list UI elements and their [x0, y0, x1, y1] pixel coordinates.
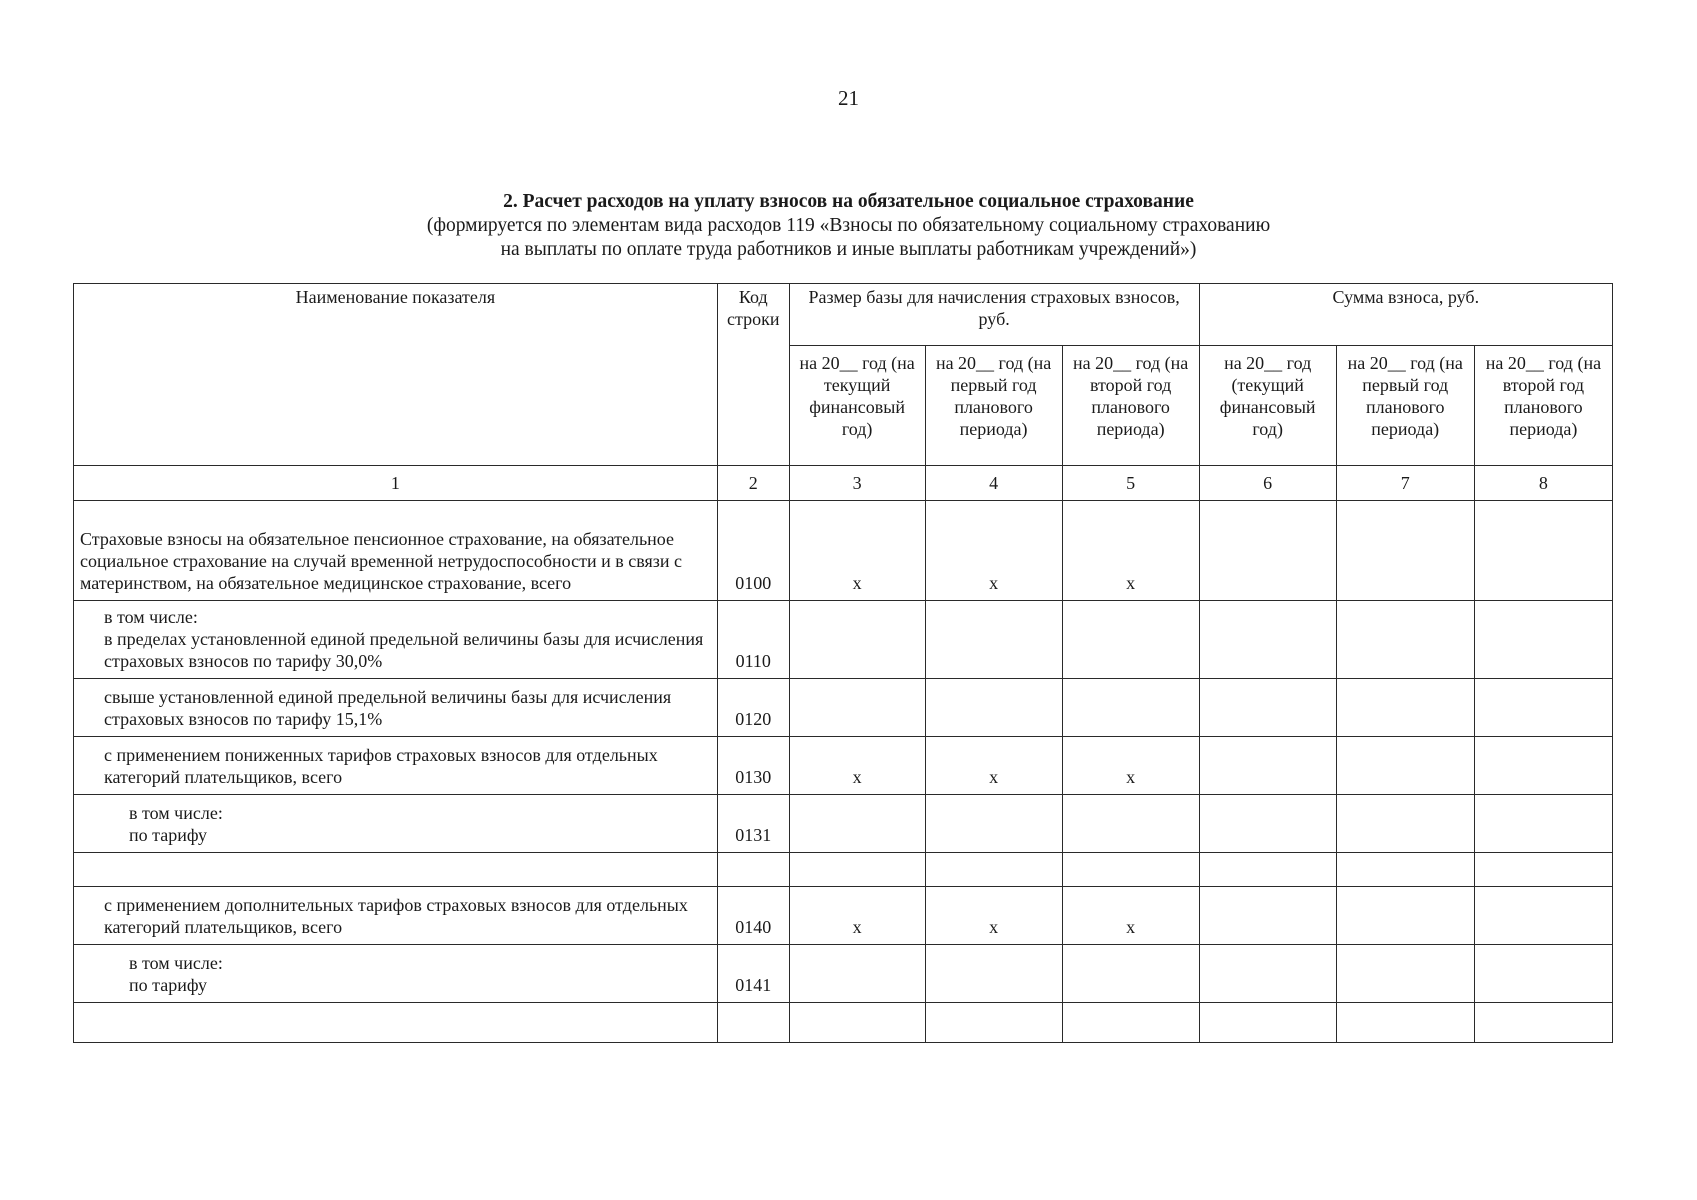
sum-cell: [1474, 501, 1612, 601]
sum-cell: [1199, 795, 1336, 853]
row-code: 0140: [717, 887, 789, 945]
row-name-cell: [74, 601, 718, 679]
sum-cell: [1336, 945, 1474, 1003]
column-number: 4: [925, 466, 1062, 501]
header-sum-current-year: на 20__ год (текущий финансовый год): [1199, 346, 1336, 466]
base-cell-mark: х: [925, 737, 1062, 795]
table-row: [74, 737, 1613, 795]
sum-cell: [1474, 795, 1612, 853]
row-name: Страховые взносы на обязательное пенсионное страхование, на обязательное социальное страхование на случай временной нетрудоспособности и в связи с материнством, на обязательное медицинское страхование, всего: [74, 501, 718, 601]
base-cell-mark: х: [925, 501, 1062, 601]
empty-cell: [1474, 853, 1612, 887]
row-name-prefix: в том числе:: [129, 803, 223, 823]
table-row: [74, 887, 1613, 945]
empty-cell: [789, 1003, 925, 1043]
empty-cell: [1336, 1003, 1474, 1043]
table-row-empty: [74, 1003, 1613, 1043]
row-name: с применением пониженных тарифов страховых взносов для отдельных категорий плательщиков, всего: [74, 737, 718, 795]
sum-cell: [1474, 945, 1612, 1003]
table-row: [74, 679, 1613, 737]
base-cell-mark: х: [789, 737, 925, 795]
base-cell: [1062, 795, 1199, 853]
row-name: по тарифу: [129, 825, 208, 845]
column-number: 2: [717, 466, 789, 501]
empty-cell: [74, 853, 718, 887]
column-number: 8: [1474, 466, 1612, 501]
base-cell: [1062, 679, 1199, 737]
empty-cell: [1199, 853, 1336, 887]
row-code: 0110: [717, 601, 789, 679]
column-number: 1: [74, 466, 718, 501]
base-cell: [789, 601, 925, 679]
column-number: 7: [1336, 466, 1474, 501]
base-cell: [1062, 601, 1199, 679]
column-number: 3: [789, 466, 925, 501]
header-base-current-year: на 20__ год (на текущий финансовый год): [789, 346, 925, 466]
base-cell: [925, 945, 1062, 1003]
base-cell: [789, 679, 925, 737]
column-numbers-row: [74, 466, 1613, 501]
header-indicator-name: Наименование показателя: [74, 284, 718, 466]
empty-cell: [1474, 1003, 1612, 1043]
sum-cell: [1474, 601, 1612, 679]
sum-cell: [1199, 737, 1336, 795]
empty-cell: [1336, 853, 1474, 887]
empty-cell: [717, 853, 789, 887]
contributions-table: [73, 283, 1613, 1043]
sum-cell: [1199, 601, 1336, 679]
header-row-code: Код строки: [717, 284, 789, 466]
row-name: свыше установленной единой предельной величины базы для исчисления страховых взносов по тарифу 15,1%: [74, 679, 718, 737]
base-cell-mark: х: [1062, 887, 1199, 945]
document-subtitle-line-2: на выплаты по оплате труда работников и иные выплаты работникам учреждений»): [500, 239, 1197, 260]
header-sum-first-plan-year: на 20__ год (на первый год планового периода): [1336, 346, 1474, 466]
base-cell: [925, 679, 1062, 737]
table-row: [74, 601, 1613, 679]
header-base-second-plan-year: на 20__ год (на второй год планового периода): [1062, 346, 1199, 466]
table-row: [74, 945, 1613, 1003]
sum-cell: [1336, 679, 1474, 737]
page-number: 21: [838, 86, 859, 110]
sum-cell: [1336, 737, 1474, 795]
header-base-first-plan-year: на 20__ год (на первый год планового периода): [925, 346, 1062, 466]
empty-cell: [925, 853, 1062, 887]
row-name-cell: [74, 945, 718, 1003]
empty-cell: [1062, 1003, 1199, 1043]
row-code: 0120: [717, 679, 789, 737]
row-code: 0130: [717, 737, 789, 795]
base-cell-mark: х: [1062, 501, 1199, 601]
row-code: 0100: [717, 501, 789, 601]
sum-cell: [1336, 887, 1474, 945]
row-name-prefix: в том числе:: [104, 607, 198, 627]
row-name: в пределах установленной единой предельной величины базы для исчисления страховых взносов по тарифу 30,0%: [104, 629, 704, 671]
empty-cell: [925, 1003, 1062, 1043]
table-row-empty: [74, 853, 1613, 887]
header-sum-group: Сумма взноса, руб.: [1199, 284, 1612, 346]
row-name: с применением дополнительных тарифов страховых взносов для отдельных категорий плательщиков, всего: [74, 887, 718, 945]
empty-cell: [789, 853, 925, 887]
table-row: [74, 501, 1613, 601]
empty-cell: [717, 1003, 789, 1043]
column-number: 5: [1062, 466, 1199, 501]
table-header: [74, 284, 1613, 466]
row-code: 0141: [717, 945, 789, 1003]
empty-cell: [1062, 853, 1199, 887]
sum-cell: [1199, 679, 1336, 737]
base-cell-mark: х: [789, 501, 925, 601]
sum-cell: [1336, 501, 1474, 601]
empty-cell: [1199, 1003, 1336, 1043]
table-row: [74, 795, 1613, 853]
table-body: [74, 501, 1613, 1043]
base-cell: [925, 601, 1062, 679]
sum-cell: [1474, 887, 1612, 945]
base-cell-mark: х: [925, 887, 1062, 945]
title-block: [0, 190, 1697, 262]
row-name-cell: [74, 795, 718, 853]
base-cell: [789, 795, 925, 853]
base-cell: [789, 945, 925, 1003]
row-name-prefix: в том числе:: [129, 953, 223, 973]
sum-cell: [1199, 887, 1336, 945]
header-sum-second-plan-year: на 20__ год (на второй год планового периода): [1474, 346, 1612, 466]
document-title: 2. Расчет расходов на уплату взносов на обязательное социальное страхование: [503, 191, 1194, 212]
base-cell: [1062, 945, 1199, 1003]
document-subtitle-line-1: (формируется по элементам вида расходов 119 «Взносы по обязательному социальному страхованию: [426, 215, 1271, 236]
sum-cell: [1474, 737, 1612, 795]
header-base-group: Размер базы для начисления страховых взносов, руб.: [789, 284, 1199, 346]
row-name: по тарифу: [129, 975, 208, 995]
empty-cell: [74, 1003, 718, 1043]
sum-cell: [1336, 795, 1474, 853]
sum-cell: [1199, 945, 1336, 1003]
sum-cell: [1474, 679, 1612, 737]
column-number: 6: [1199, 466, 1336, 501]
base-cell-mark: х: [1062, 737, 1199, 795]
sum-cell: [1199, 501, 1336, 601]
base-cell-mark: х: [789, 887, 925, 945]
row-code: 0131: [717, 795, 789, 853]
base-cell: [925, 795, 1062, 853]
sum-cell: [1336, 601, 1474, 679]
